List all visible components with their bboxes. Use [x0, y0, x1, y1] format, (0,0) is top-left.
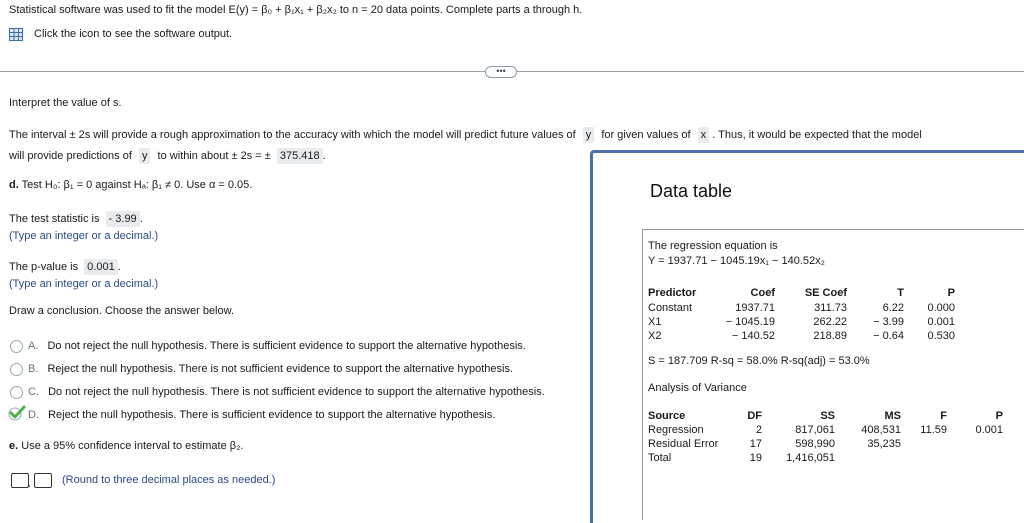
- interpret-line1-c: . Thus, it would be expected that the model: [712, 129, 922, 141]
- interpret-line2-a: will provide predictions of: [9, 150, 132, 162]
- option-d-text: Reject the null hypothesis. There is sufficient evidence to support the alternative hypothesis.: [48, 409, 496, 421]
- coef-row-0-se: 311.73: [814, 302, 847, 314]
- anova-header-ss: SS: [820, 410, 835, 422]
- interpret-line2-end: .: [322, 150, 326, 162]
- coef-row-0-predictor: Constant: [648, 302, 693, 314]
- coef-row-1-predictor: X1: [648, 316, 662, 328]
- answer-2s-value[interactable]: 375.418: [277, 148, 323, 164]
- ci-upper-input[interactable]: [34, 473, 52, 488]
- interpret-line1-b: for given values of: [601, 129, 691, 141]
- interpret-line2-b: to within about ± 2s = ±: [157, 150, 271, 162]
- p-value-label: The p-value is: [9, 261, 79, 273]
- ci-comma: ,: [28, 478, 31, 488]
- anova-row-0-ms: 408,531: [861, 424, 901, 436]
- coef-row-1-se: 262.22: [813, 316, 847, 328]
- data-table-panel: [590, 150, 1024, 523]
- anova-title: Analysis of Variance: [648, 382, 747, 394]
- regression-equation: Y = 1937.71 − 1045.19x₁ − 140.52x₂: [648, 255, 825, 267]
- expand-more-button[interactable]: •••: [485, 66, 517, 78]
- answer-future-values[interactable]: y: [583, 127, 595, 143]
- model-summary: S = 187.709 R-sq = 58.0% R-sq(adj) = 53.0%: [648, 355, 870, 367]
- option-c-radio[interactable]: [10, 386, 23, 399]
- coef-row-2-se: 218.89: [813, 330, 847, 342]
- coef-row-0-p: 0.000: [927, 302, 955, 314]
- coef-header-p: P: [947, 287, 955, 299]
- p-value-line: The p-value is 0.001 .: [9, 261, 121, 273]
- option-d-letter: D.: [28, 409, 39, 421]
- option-b-radio[interactable]: [10, 363, 23, 376]
- coef-row-0-coef: 1937.71: [735, 302, 775, 314]
- anova-row-2-source: Total: [648, 452, 672, 464]
- part-e-hint: (Round to three decimal places as needed.): [62, 474, 276, 486]
- answer-predictions-of[interactable]: y: [139, 148, 151, 164]
- anova-row-0-f: 11.59: [920, 424, 947, 436]
- data-table-icon[interactable]: [9, 28, 23, 41]
- p-value-hint: (Type an integer or a decimal.): [9, 278, 159, 290]
- p-value-answer[interactable]: 0.001: [84, 259, 118, 275]
- anova-row-1-ss: 598,990: [795, 438, 835, 450]
- option-c-letter: C.: [28, 386, 39, 398]
- regression-eq-label: The regression equation is: [648, 240, 778, 252]
- part-d-question: [9, 179, 252, 191]
- coef-row-0-t: 6.22: [882, 302, 904, 314]
- option-d-selected-check-icon[interactable]: [8, 405, 26, 421]
- part-d-text: Test H₀: β₁ = 0 against Hₐ: β₁ ≠ 0. Use α = 0.05.: [21, 179, 253, 191]
- option-b-text: Reject the null hypothesis. There is not sufficient evidence to support the alternative hypothesis.: [47, 363, 514, 375]
- coef-row-1-coef: − 1045.19: [725, 316, 775, 328]
- interpret-line1-a: The interval ± 2s will provide a rough approximation to the accuracy with which the model will predict future values of: [9, 129, 576, 141]
- option-c-text: Do not reject the null hypothesis. There is not sufficient evidence to support the alternative hypothesis.: [48, 386, 545, 398]
- anova-row-1-ms: 35,235: [867, 438, 901, 450]
- option-b-letter: B.: [28, 363, 39, 375]
- coef-header-se: SE Coef: [804, 287, 847, 299]
- part-e-text: Use a 95% confidence interval to estimate β₂.: [21, 440, 244, 452]
- option-c[interactable]: [28, 386, 545, 398]
- interpret-line1: [9, 127, 922, 143]
- part-e-label: e.: [9, 440, 19, 452]
- interpret-line2: [9, 148, 326, 164]
- anova-header-source: Source: [648, 410, 686, 422]
- coef-row-2-t: − 0.64: [873, 330, 904, 342]
- part-d-label: d.: [9, 179, 19, 191]
- test-statistic-answer[interactable]: - 3.99: [106, 211, 140, 227]
- answer-given-values[interactable]: x: [698, 127, 710, 143]
- coef-header-coef: Coef: [750, 287, 775, 299]
- anova-row-1-source: Residual Error: [648, 438, 719, 450]
- anova-header-df: DF: [747, 410, 762, 422]
- conclusion-prompt: Draw a conclusion. Choose the answer below.: [9, 305, 235, 317]
- anova-row-0-ss: 817,061: [795, 424, 835, 436]
- option-b[interactable]: [28, 363, 513, 375]
- option-a-radio[interactable]: [10, 340, 23, 353]
- option-a[interactable]: [28, 340, 526, 352]
- coef-row-1-p: 0.001: [927, 316, 955, 328]
- anova-header-f: F: [940, 410, 947, 422]
- software-output: [642, 229, 1024, 520]
- anova-row-0-source: Regression: [648, 424, 704, 436]
- anova-header-p: P: [995, 410, 1003, 422]
- anova-row-0-df: 2: [755, 424, 762, 436]
- option-a-text: Do not reject the null hypothesis. There is sufficient evidence to support the alternative hypothesis.: [47, 340, 526, 352]
- anova-row-0-p: 0.001: [975, 424, 1003, 436]
- test-statistic-label: The test statistic is: [9, 213, 100, 225]
- problem-intro: Statistical software was used to fit the model E(y) = β₀ + β₁x₁ + β₂x₂ to n = 20 data points. Complete parts a through h.: [9, 4, 583, 16]
- coef-row-2-coef: − 140.52: [731, 330, 775, 342]
- anova-row-2-df: 19: [749, 452, 762, 464]
- coef-row-2-predictor: X2: [648, 330, 662, 342]
- coef-header-predictor: Predictor: [648, 287, 697, 299]
- icon-link-text: Click the icon to see the software output.: [34, 28, 233, 40]
- option-d[interactable]: [28, 409, 495, 421]
- coef-row-2-p: 0.530: [927, 330, 955, 342]
- part-e-question: [9, 440, 243, 452]
- test-statistic-line: The test statistic is - 3.99 .: [9, 213, 143, 225]
- anova-row-1-df: 17: [749, 438, 762, 450]
- interpret-title: Interpret the value of s.: [9, 97, 122, 109]
- anova-header-ms: MS: [884, 410, 901, 422]
- option-a-letter: A.: [28, 340, 39, 352]
- coef-header-t: T: [897, 287, 904, 299]
- ci-lower-input[interactable]: [11, 473, 29, 488]
- coef-row-1-t: − 3.99: [873, 316, 904, 328]
- data-table-title: Data table: [650, 181, 733, 201]
- anova-row-2-ss: 1,416,051: [786, 452, 835, 464]
- test-statistic-hint: (Type an integer or a decimal.): [9, 230, 159, 242]
